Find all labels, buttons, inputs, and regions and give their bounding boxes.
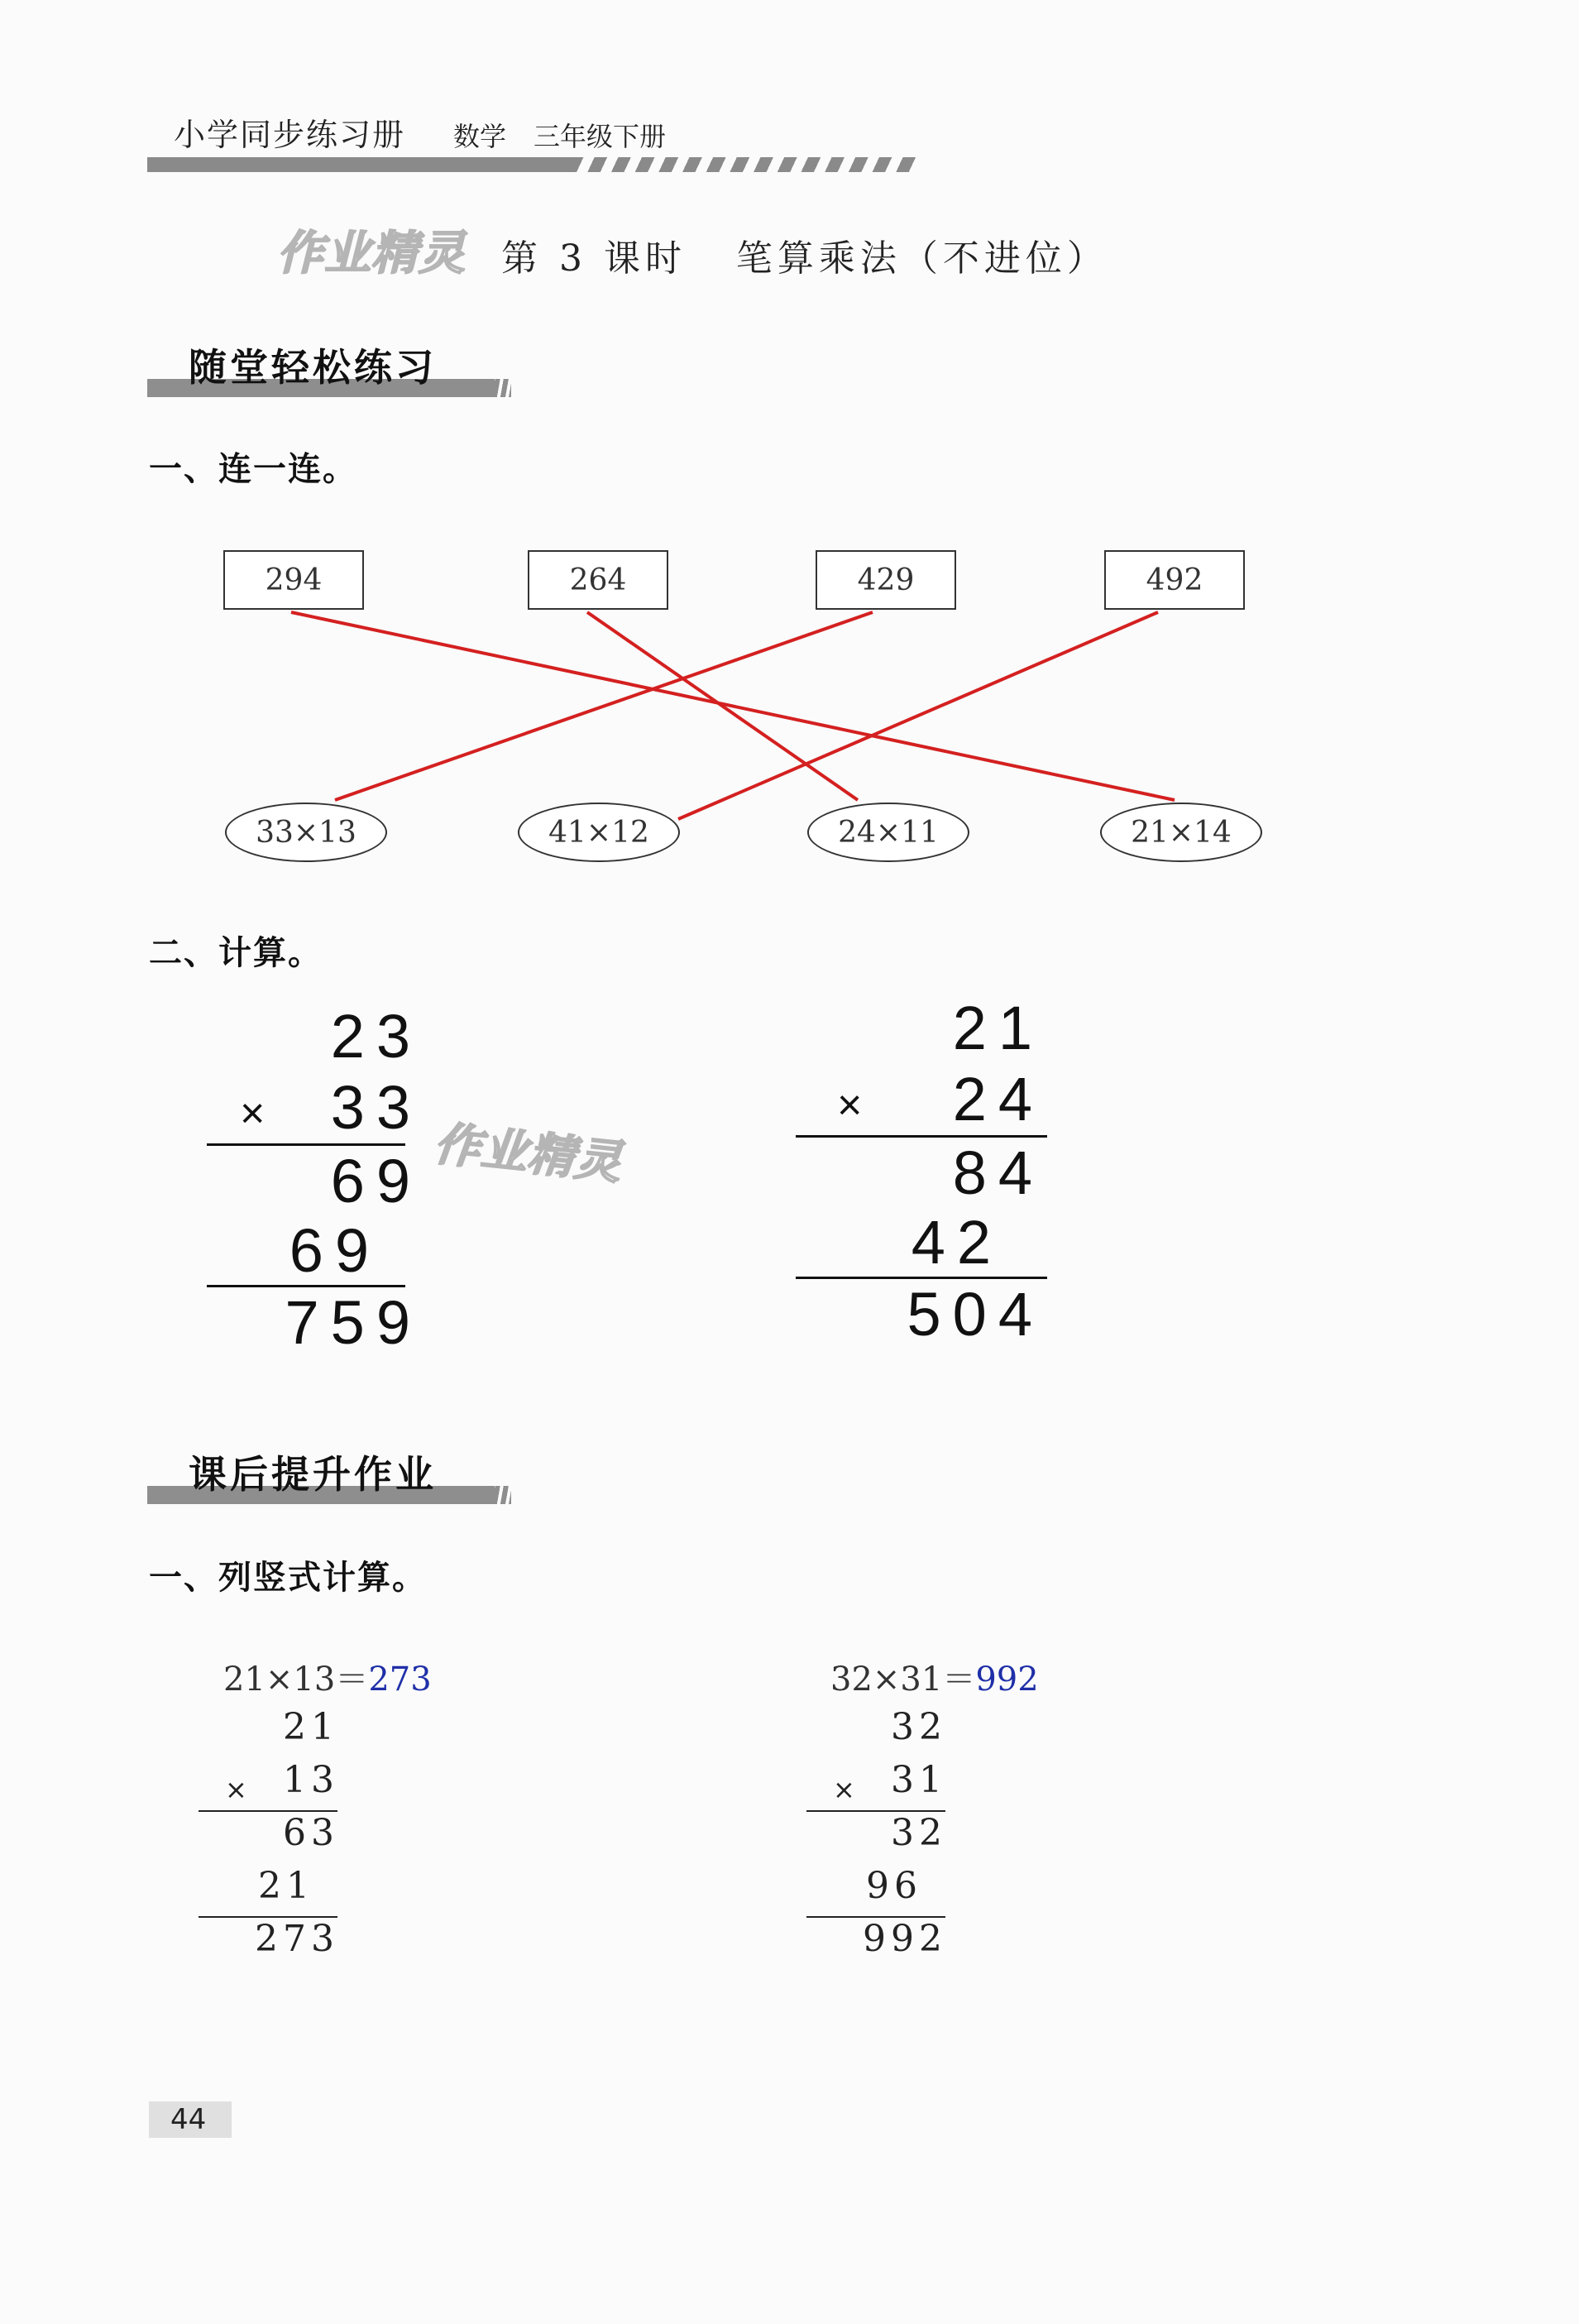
partial-product-1: 63 [283, 1812, 339, 1854]
match-line-492 [678, 612, 1158, 819]
times-sign: × [225, 1774, 247, 1805]
page-number: 44 [149, 2101, 232, 2138]
lesson-title: 第 3 课时 笔算乘法（不进位） [501, 237, 1108, 280]
product: 992 [863, 1918, 947, 1960]
multiplicand: 21 [952, 994, 1044, 1062]
expression-oval-1: 33×13 [225, 803, 387, 862]
multiplier: 24 [952, 1065, 1044, 1133]
match-line-429 [335, 612, 873, 800]
watermark-logo: 作业精灵 [277, 227, 466, 280]
vertical-calc-1 [207, 1001, 422, 1357]
partial-product-2: 21 [258, 1865, 314, 1907]
subject-label: 数学 [453, 121, 507, 152]
question-match-label: 一、连一连。 [149, 450, 357, 488]
answer-box-2: 264 [528, 550, 668, 610]
product: 759 [285, 1288, 422, 1357]
multiplier: 33 [330, 1073, 422, 1142]
equation-expr: 32×31＝ [830, 1660, 976, 1699]
question-vertical-calc-label: 一、列竖式计算。 [149, 1559, 427, 1597]
answer-box-1: 294 [223, 550, 364, 610]
vertical-calc-3 [199, 1706, 339, 1971]
multiplicand: 23 [330, 1002, 422, 1071]
product: 504 [907, 1280, 1044, 1349]
match-line-264 [587, 612, 858, 800]
times-sign: × [240, 1090, 266, 1138]
equation-1 [223, 1653, 432, 1700]
vertical-calc-2 [796, 993, 1044, 1349]
product: 273 [255, 1918, 339, 1960]
expression-oval-4: 21×14 [1100, 803, 1262, 862]
multiplicand: 21 [283, 1706, 339, 1748]
partial-product-2: 96 [866, 1865, 922, 1907]
section-banner-after-class [147, 1446, 511, 1504]
partial-product-2: 42 [911, 1208, 1002, 1277]
equation-expr: 21×13＝ [223, 1660, 369, 1699]
multiplier: 13 [283, 1759, 339, 1801]
partial-product-1: 84 [952, 1138, 1044, 1207]
watermark-logo: 作业精灵 [431, 1117, 625, 1191]
book-title: 小学同步练习册 [174, 117, 406, 153]
equation-answer: 992 [975, 1660, 1039, 1699]
multiplier: 31 [891, 1759, 947, 1801]
expression-oval-3: 24×11 [807, 803, 969, 862]
match-line-294 [291, 612, 1175, 800]
question-calc-label: 二、计算。 [149, 934, 323, 972]
banner-stripes [462, 1486, 511, 1504]
expression-oval-2: 41×12 [518, 803, 680, 862]
times-sign: × [837, 1081, 863, 1129]
vertical-calc-4 [806, 1706, 947, 1971]
times-sign: × [833, 1774, 855, 1805]
grade-label: 三年级下册 [534, 121, 667, 152]
equation-2 [830, 1653, 1039, 1700]
equation-answer: 273 [368, 1660, 432, 1699]
partial-product-2: 69 [289, 1216, 380, 1285]
section-banner-label: 随堂轻松练习 [189, 345, 437, 390]
answer-box-3: 429 [816, 550, 956, 610]
multiplicand: 32 [891, 1706, 947, 1748]
partial-product-1: 69 [330, 1147, 422, 1215]
partial-product-1: 32 [891, 1812, 947, 1854]
answer-box-4: 492 [1104, 550, 1245, 610]
section-banner-label: 课后提升作业 [189, 1452, 437, 1497]
